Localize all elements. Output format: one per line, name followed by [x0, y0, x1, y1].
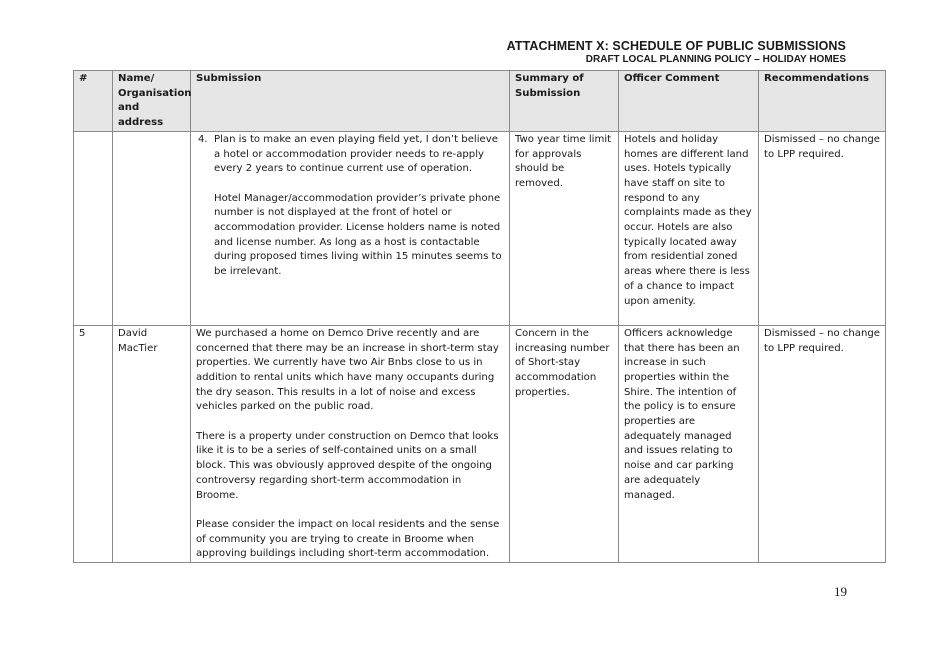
submission-paragraph: Please consider the impact on local residents and the sense of community you are trying to create in Broome when approving buildings including short-term accommodation. — [196, 518, 500, 560]
document-title: ATTACHMENT X: SCHEDULE OF PUBLIC SUBMISSIONS — [506, 39, 846, 53]
cell-submission — [191, 325, 510, 562]
submission-paragraph: We purchased a home on Demco Drive recently and are concerned that there may be an increase in short-term stay properties. We currently have two Air Bnbs close to us in addition to rental units which have many occupants during the dry season. This results in a lot of noise and excess vehicles parked on the public road. — [196, 327, 499, 413]
document-subtitle: DRAFT LOCAL PLANNING POLICY – HOLIDAY HOMES — [585, 54, 846, 65]
submissions-table — [73, 70, 886, 563]
cell-summary: Concern in the increasing number of Short-stay accommodation properties. — [510, 325, 619, 562]
submission-paragraph: There is a property under construction on Demco that looks like it is to be a series of self-contained units on a small block. This was obviously approved despite of the ongoing controversy regarding short-term accommodation in Broome. — [196, 430, 499, 501]
table-row — [74, 131, 886, 325]
column-header-name: Name/ Organisation and address — [113, 71, 191, 132]
cell-officer-comment: Officers acknowledge that there has been an increase in such properties within the Shire. The intention of the policy is to ensure properties are adequately managed and issues relating to noise and car parking are adequately managed. — [619, 325, 759, 562]
cell-name — [113, 131, 191, 325]
submission-paragraph: Hotel Manager/accommodation provider’s private phone number is not displayed at the front of hotel or accommodation provider. License holders name is noted and license number. As long as a host is contactable during proposed times living within 15 minutes seems to be irrelevant. — [214, 192, 502, 278]
cell-officer-comment: Hotels and holiday homes are different land uses. Hotels typically have staff on site to respond to any complaints made as they occur. Hotels are also typically located away from residential zoned areas where there is less of a chance to impact upon amenity. — [619, 131, 759, 325]
numbered-item — [196, 133, 504, 177]
cell-number — [74, 131, 113, 325]
cell-name: David MacTier — [113, 325, 191, 562]
column-header-recommendations: Recommendations — [759, 71, 886, 132]
item-number: 4. — [198, 133, 208, 145]
cell-number: 5 — [74, 325, 113, 562]
column-header-number: # — [74, 71, 113, 132]
column-header-summary: Summary of Submission — [510, 71, 619, 132]
cell-recommendation: Dismissed – no change to LPP required. — [759, 325, 886, 562]
cell-recommendation: Dismissed – no change to LPP required. — [759, 131, 886, 325]
cell-summary: Two year time limit for approvals should be removed. — [510, 131, 619, 325]
column-header-officer-comment: Officer Comment — [619, 71, 759, 132]
column-header-submission: Submission — [191, 71, 510, 132]
table-header-row — [74, 71, 886, 132]
page-number: 19 — [834, 584, 847, 599]
table-row — [74, 325, 886, 562]
cell-submission — [191, 131, 510, 325]
submission-paragraph: Plan is to make an even playing field yet, I don’t believe a hotel or accommodation provider needs to re-apply every 2 years to continue current use of operation. — [214, 133, 498, 175]
